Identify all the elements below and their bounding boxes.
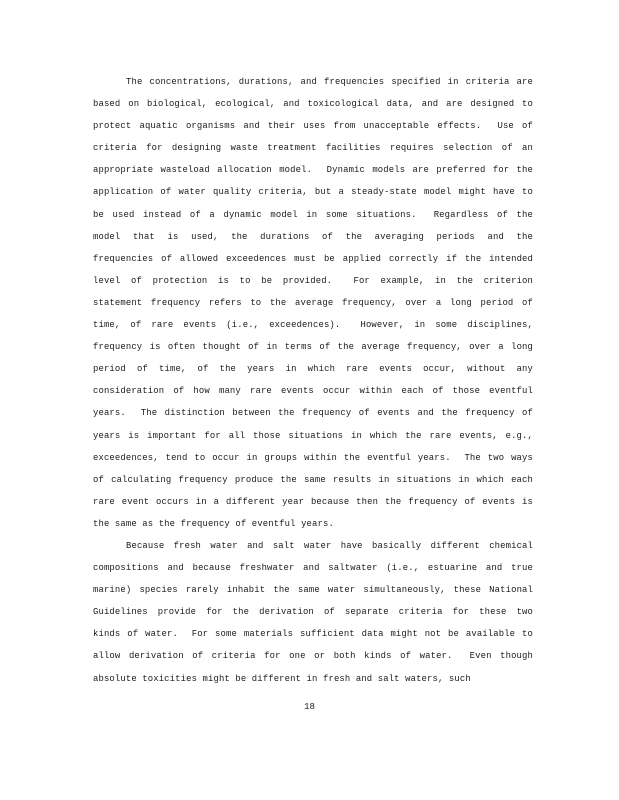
paragraph-1-line-13: frequency is often thought of in terms of the average frequency, over a long <box>93 342 533 353</box>
body-text <box>93 71 533 690</box>
paragraph-2-line-7: absolute toxicities might be different in fresh and salt waters, such <box>93 673 471 684</box>
page-number: 18 <box>304 702 315 712</box>
paragraph-1-line-2: based on biological, ecological, and toxicological data, and are designed to <box>93 99 533 110</box>
paragraph-1-line-3: protect aquatic organisms and their uses from unacceptable effects. Use of <box>93 121 533 132</box>
paragraph-1-line-15: consideration of how many rare events occur within each of those eventful <box>93 386 533 397</box>
paragraph-1-line-18: exceedences, tend to occur in groups within the eventful years. The two ways <box>93 452 533 463</box>
paragraph-1-line-12: time, of rare events (i.e., exceedences). However, in some disciplines, <box>93 320 533 331</box>
paragraph-1-line-21: the same as the frequency of eventful years. <box>93 518 334 529</box>
paragraph-1-line-5: appropriate wasteload allocation model. Dynamic models are preferred for the <box>93 165 533 176</box>
paragraph-2-line-6: allow derivation of criteria for one or both kinds of water. Even though <box>93 651 533 662</box>
paragraph-1-line-17: years is important for all those situations in which the rare events, e.g., <box>93 430 533 441</box>
paragraph-2-line-5: kinds of water. For some materials sufficient data might not be available to <box>93 629 533 640</box>
paragraph-1-line-8: model that is used, the durations of the averaging periods and the <box>93 231 533 242</box>
paragraph-1-line-7: be used instead of a dynamic model in some situations. Regardless of the <box>93 209 533 220</box>
paragraph-1-line-16: years. The distinction between the frequency of events and the frequency of <box>93 408 533 419</box>
paragraph-1-line-11: statement frequency refers to the average frequency, over a long period of <box>93 297 533 308</box>
paragraph-2-line-4: Guidelines provide for the derivation of separate criteria for these two <box>93 607 533 618</box>
paragraph-1-line-10: level of protection is to be provided. For example, in the criterion <box>93 275 533 286</box>
paragraph-2-line-2: compositions and because freshwater and saltwater (i.e., estuarine and true <box>93 563 533 574</box>
paragraph-2-line-3: marine) species rarely inhabit the same water simultaneously, these National <box>93 585 533 596</box>
paragraph-1-line-14: period of time, of the years in which rare events occur, without any <box>93 364 533 375</box>
paragraph-1-line-4: criteria for designing waste treatment facilities requires selection of an <box>93 143 533 154</box>
paragraph-1-line-9: frequencies of allowed exceedences must be applied correctly if the intended <box>93 253 533 264</box>
paragraph-2-line-1: Because fresh water and salt water have basically different chemical <box>126 540 533 551</box>
paragraph-1-line-1: The concentrations, durations, and frequencies specified in criteria are <box>126 77 533 87</box>
paragraph-1-line-6: application of water quality criteria, but a steady-state model might have to <box>93 187 533 198</box>
paragraph-1-line-19: of calculating frequency produce the same results in situations in which each <box>93 474 533 485</box>
paragraph-1-line-20: rare event occurs in a different year because then the frequency of events is <box>93 496 533 507</box>
